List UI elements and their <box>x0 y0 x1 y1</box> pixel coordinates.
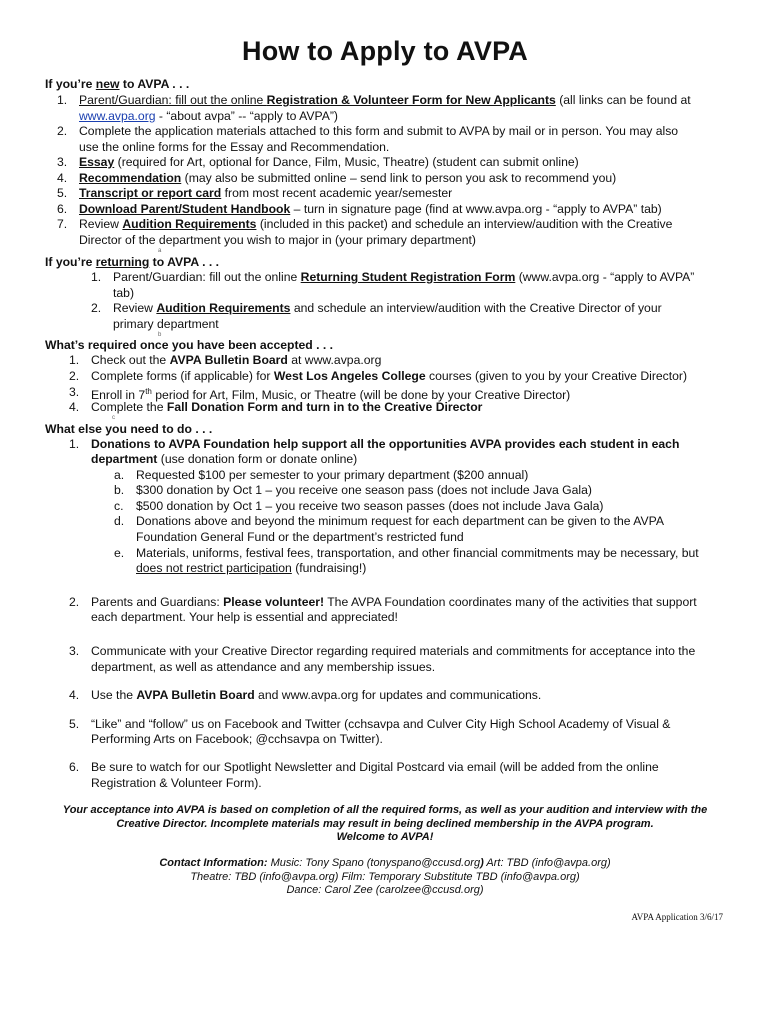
list-number: 2. <box>91 301 102 315</box>
stray-mark: c <box>112 415 115 421</box>
list-item-continuation: primary department <box>113 317 219 331</box>
closing-note-line-1: Your acceptance into AVPA is based on completion of all the required forms, as well as your audition and interview with the <box>62 804 708 816</box>
sub-list-item: Donations above and beyond the minimum request for each department can be given to the AVPA <box>136 514 664 528</box>
contact-line-1: Contact Information: Music: Tony Spano (tonyspano@ccusd.org) Art: TBD (info@avpa.org) <box>159 857 611 869</box>
list-number: 4. <box>57 171 68 185</box>
list-item-continuation: each department. Your help is essential and appreciated! <box>91 610 398 624</box>
list-number: 3. <box>69 644 80 658</box>
sub-list-item-continuation: does not restrict participation (fundraising!) <box>136 561 367 575</box>
list-item-continuation: use the online forms for the Essay and Recommendation. <box>79 140 390 154</box>
closing-note-line-2: Creative Director. Incomplete materials may result in being declined membership in the AVPA program. <box>116 818 654 830</box>
list-item: Donations to AVPA Foundation help support all the opportunities AVPA provides each student in each <box>91 437 680 451</box>
closing-note-line-3: Welcome to AVPA! <box>336 831 434 843</box>
list-item: Check out the AVPA Bulletin Board at www.avpa.org <box>91 353 382 367</box>
footer-version: AVPA Application 3/6/17 <box>631 912 723 922</box>
list-item: Parents and Guardians: Please volunteer! The AVPA Foundation coordinates many of the activities that support <box>91 595 697 609</box>
sub-list-letter: b. <box>114 483 125 497</box>
sub-list-item: $300 donation by Oct 1 – you receive one season pass (does not include Java Gala) <box>136 483 592 497</box>
list-item: Parent/Guardian: fill out the online Returning Student Registration Form (www.avpa.org - “apply to AVPA” <box>113 270 695 284</box>
sub-list-item: Requested $100 per semester to your primary department ($200 annual) <box>136 468 529 482</box>
list-item-continuation: department, as well as attendance and any membership issues. <box>91 660 436 674</box>
sub-list-letter: c. <box>114 499 124 513</box>
sub-list-letter: d. <box>114 514 125 528</box>
list-item-continuation: Registration & Volunteer Form). <box>91 776 262 790</box>
list-item: Be sure to watch for our Spotlight Newsletter and Digital Postcard via email (will be added from the online <box>91 760 659 774</box>
list-item-continuation: Director of the department you wish to major in (your primary department) <box>79 233 476 247</box>
accepted-heading: What’s required once you have been accepted . . . <box>45 338 334 352</box>
list-number: 1. <box>57 93 68 107</box>
list-number: 2. <box>69 369 80 383</box>
list-item: Use the AVPA Bulletin Board and www.avpa.org for updates and communications. <box>91 688 542 702</box>
list-item: Complete forms (if applicable) for West Los Angeles College courses (given to you by your Creative Director) <box>91 369 688 383</box>
returning-heading: If you’re returning to AVPA . . . <box>45 255 220 269</box>
list-item-continuation: department (use donation form or donate online) <box>91 452 358 466</box>
list-item: Complete the application materials attached to this form and submit to AVPA by mail or in person. You may also <box>79 124 679 138</box>
list-number: 3. <box>57 155 68 169</box>
list-item-continuation: Performing Arts on Facebook; @cchsavpa on Twitter). <box>91 732 383 746</box>
stray-mark: b <box>158 332 162 338</box>
list-item: Transcript or report card from most recent academic year/semester <box>79 186 453 200</box>
contact-line-3: Dance: Carol Zee (carolzee@ccusd.org) <box>286 884 484 896</box>
list-item-continuation: tab) <box>113 286 135 300</box>
sub-list-letter: e. <box>114 546 125 560</box>
list-number: 1. <box>69 437 80 451</box>
list-number: 5. <box>57 186 68 200</box>
stray-mark: a <box>158 248 162 254</box>
list-number: 2. <box>69 595 80 609</box>
list-number: 4. <box>69 400 80 414</box>
list-number: 1. <box>69 353 80 367</box>
sub-list-item: Materials, uniforms, festival fees, transportation, and other financial commitments may be necessary, but <box>136 546 699 560</box>
list-number: 3. <box>69 385 80 399</box>
contact-line-2: Theatre: TBD (info@avpa.org) Film: Temporary Substitute TBD (info@avpa.org) <box>190 871 580 883</box>
avpa-link[interactable]: www.avpa.org <box>79 109 156 123</box>
list-item: Enroll in 7th period for Art, Film, Music, or Theatre (will be done by your Creative Director) <box>91 387 571 403</box>
list-item: Communicate with your Creative Director regarding required materials and commitments for acceptance into the <box>91 644 696 658</box>
list-item: Review Audition Requirements (included in this packet) and schedule an interview/audition with the Creative <box>79 217 673 231</box>
sub-list-item-continuation: Foundation General Fund or the department’s restricted fund <box>136 530 464 544</box>
list-item: Recommendation (may also be submitted online – send link to person you ask to recommend you) <box>79 171 617 185</box>
list-number: 6. <box>57 202 68 216</box>
list-item: Complete the Fall Donation Form and turn in to the Creative Director <box>91 400 483 414</box>
list-item: Review Audition Requirements and schedule an interview/audition with the Creative Director of your <box>113 301 662 315</box>
list-number: 5. <box>69 717 80 731</box>
list-item: Essay (required for Art, optional for Dance, Film, Music, Theatre) (student can submit online) <box>79 155 579 169</box>
list-number: 4. <box>69 688 80 702</box>
list-number: 6. <box>69 760 80 774</box>
list-item-continuation: www.avpa.org - “about avpa” -- “apply to AVPA”) <box>79 109 338 123</box>
page-title: How to Apply to AVPA <box>242 36 528 66</box>
list-item: “Like” and “follow” us on Facebook and Twitter (cchsavpa and Culver City High School Academy of Visual & <box>91 717 671 731</box>
list-number: 7. <box>57 217 68 231</box>
list-item: Parent/Guardian: fill out the online Registration & Volunteer Form for New Applicants (all links can be found at <box>79 93 691 107</box>
sub-list-letter: a. <box>114 468 125 482</box>
list-number: 1. <box>91 270 102 284</box>
sub-list-item: $500 donation by Oct 1 – you receive two season passes (does not include Java Gala) <box>136 499 604 513</box>
list-item: Download Parent/Student Handbook – turn in signature page (find at www.avpa.org - “apply to AVPA” tab) <box>79 202 662 216</box>
new-applicants-heading: If you’re new to AVPA . . . <box>45 77 190 91</box>
list-number: 2. <box>57 124 68 138</box>
else-heading: What else you need to do . . . <box>45 422 213 436</box>
